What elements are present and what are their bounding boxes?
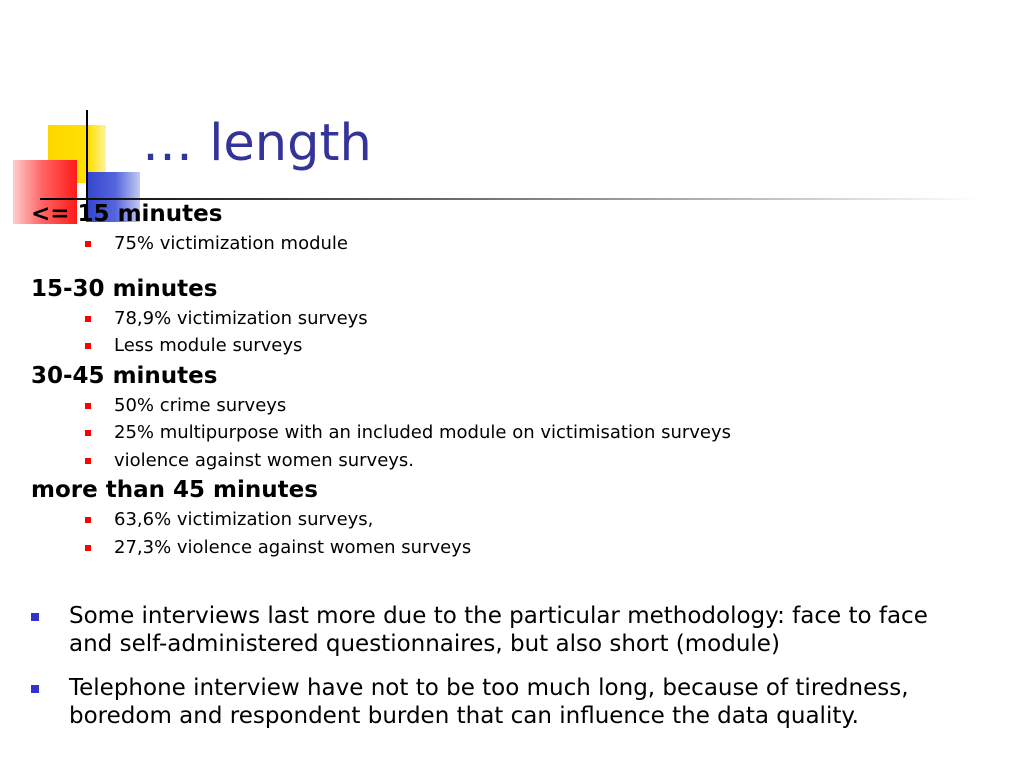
section-more-than-45-minutes bbox=[31, 474, 981, 561]
list-item-text: violence against women surveys. bbox=[114, 449, 415, 471]
section-list bbox=[31, 392, 981, 475]
list-item bbox=[114, 419, 981, 447]
section-list bbox=[31, 230, 981, 258]
square-bullet-icon bbox=[85, 458, 91, 464]
summary-bullet-text: Some interviews last more due to the particular methodology: face to face and self-administered questionnaires, but also short (module) bbox=[69, 603, 928, 657]
list-item bbox=[114, 534, 981, 562]
square-bullet-icon bbox=[85, 316, 91, 322]
summary-bullet-text: Telephone interview have not to be too much long, because of tiredness, boredom and respondent burden that can influence the data quality. bbox=[69, 675, 909, 729]
duration-sections bbox=[31, 198, 981, 561]
section-heading: <= 15 minutes bbox=[31, 201, 223, 227]
slide-title: … length bbox=[142, 114, 372, 173]
list-item bbox=[114, 447, 981, 475]
square-bullet-icon bbox=[85, 517, 91, 523]
list-item-text: 25% multipurpose with an included module on victimisation surveys bbox=[114, 422, 732, 443]
section-list bbox=[31, 305, 981, 360]
summary-bullets bbox=[69, 603, 974, 747]
summary-bullet bbox=[69, 603, 974, 658]
square-bullet-icon bbox=[85, 430, 91, 436]
list-item bbox=[114, 392, 981, 420]
list-item bbox=[114, 506, 981, 534]
section-15-30-minutes bbox=[31, 273, 981, 360]
list-item-text: Less module surveys bbox=[114, 335, 303, 356]
list-item bbox=[114, 305, 981, 333]
list-item-text: 27,3% violence against women surveys bbox=[114, 536, 472, 558]
section-heading: more than 45 minutes bbox=[31, 477, 318, 503]
summary-bullet bbox=[69, 675, 974, 730]
list-item-text: 75% victimization module bbox=[114, 233, 349, 254]
section-le-15-minutes bbox=[31, 198, 981, 273]
list-item-text: 50% crime surveys bbox=[114, 394, 287, 416]
square-bullet-icon bbox=[85, 343, 91, 349]
section-heading: 15-30 minutes bbox=[31, 275, 218, 302]
list-item bbox=[114, 230, 981, 258]
square-bullet-icon bbox=[31, 685, 39, 693]
list-item bbox=[114, 332, 981, 360]
list-item-text: 78,9% victimization surveys bbox=[114, 307, 368, 329]
section-heading: 30-45 minutes bbox=[31, 362, 218, 389]
section-30-45-minutes bbox=[31, 360, 981, 475]
square-bullet-icon bbox=[85, 241, 91, 247]
square-bullet-icon bbox=[85, 403, 91, 409]
square-bullet-icon bbox=[31, 613, 39, 621]
list-item-text: 63,6% victimization surveys, bbox=[114, 509, 374, 530]
section-list bbox=[31, 506, 981, 561]
square-bullet-icon bbox=[85, 545, 91, 551]
